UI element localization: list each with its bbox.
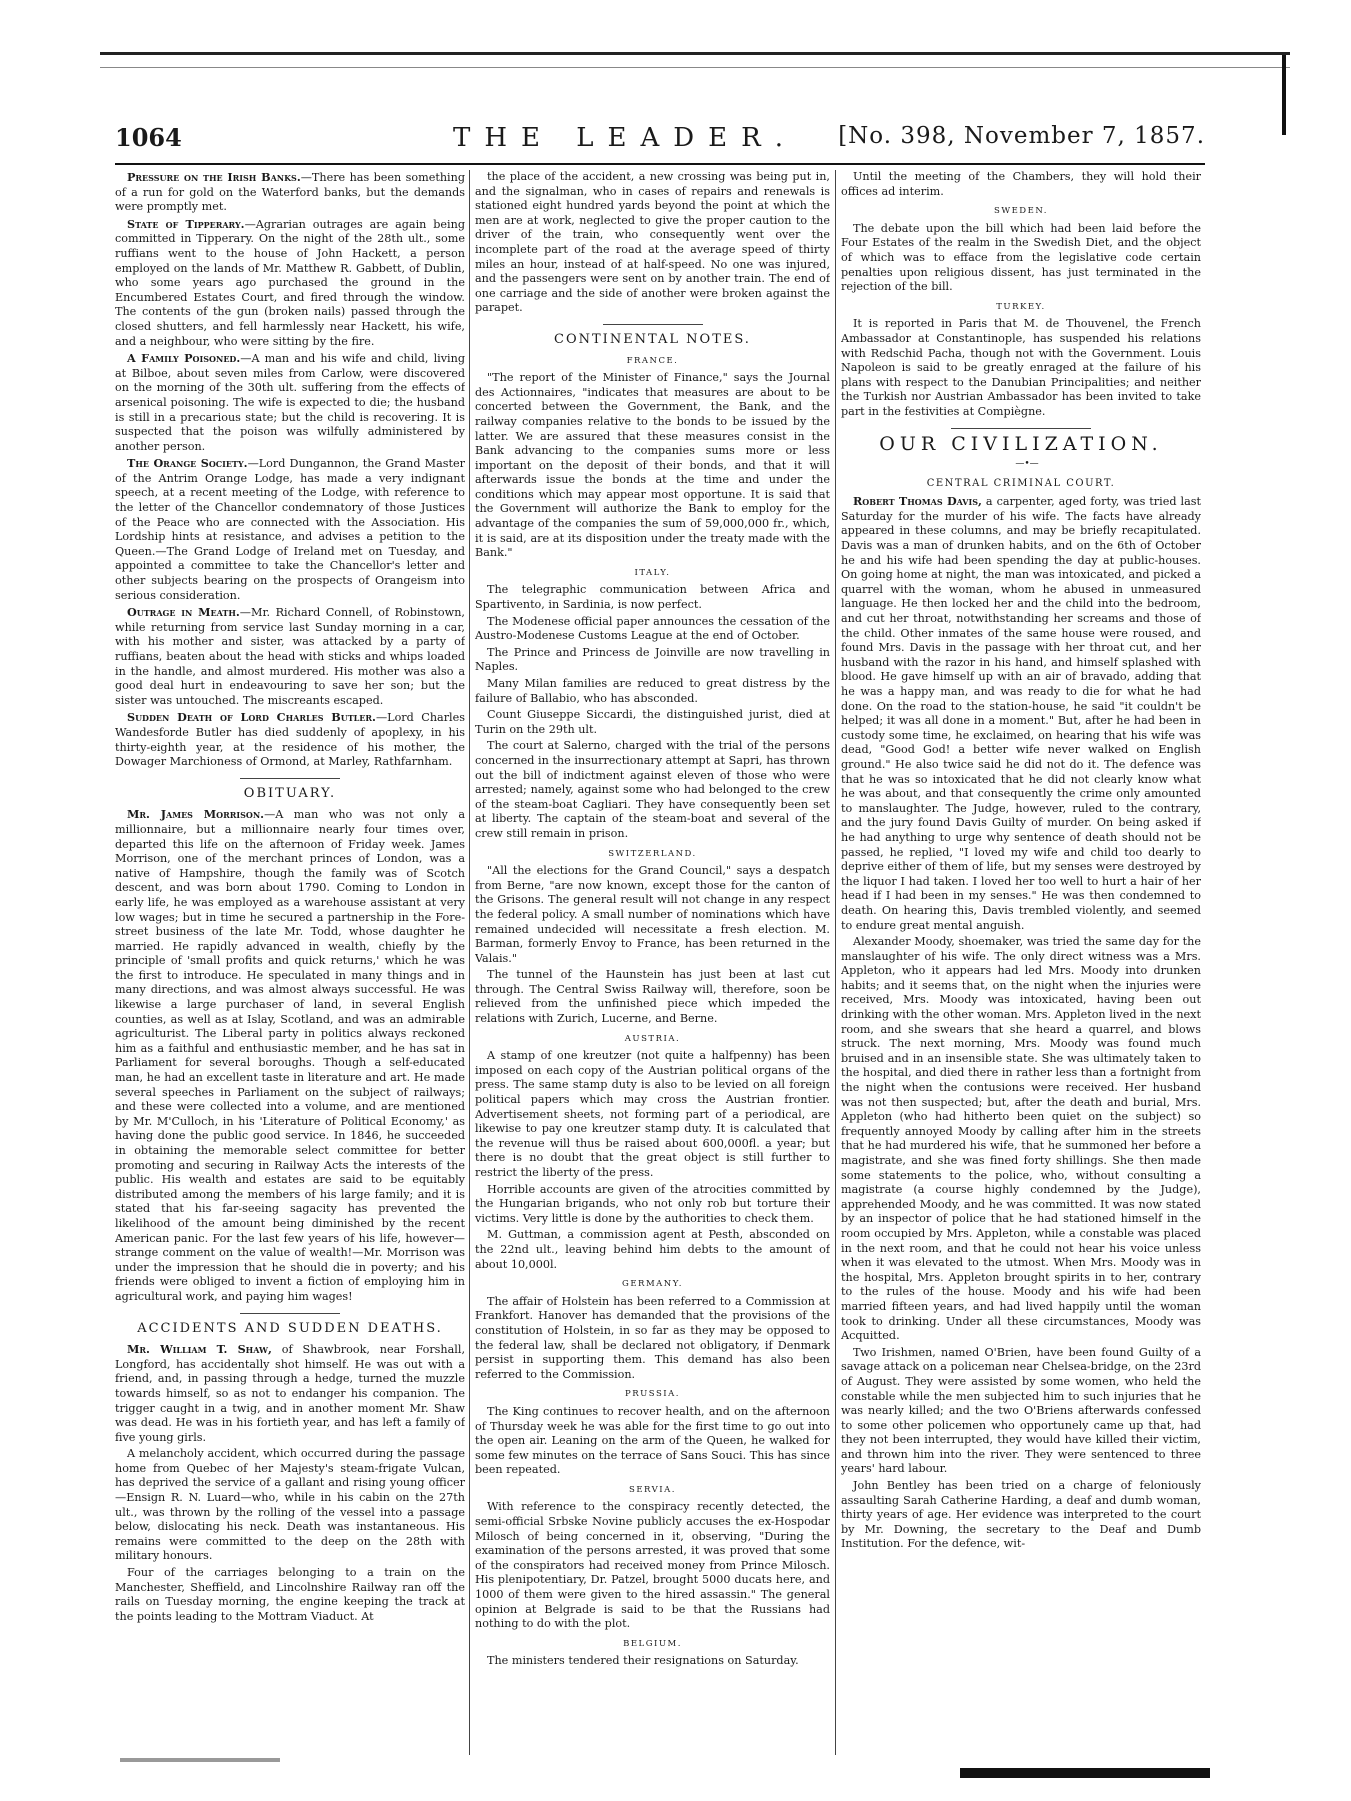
- article-paragraph: Two Irishmen, named O'Brien, have been found Guilty of a savage attack on a policeman near Chelsea-bridge, on the 23rd of August. They were assisted by some women, who held the constable while the men subjected him to such injuries that he was nearly killed; and the two O'Briens afterwards confessed to some other policemen who opportunely came up that, had they not been interrupted, they would have killed their victim, and thrown him into the river. They were sentenced to three years' hard labour.: [841, 1345, 1201, 1476]
- subheading-prussia: PRUSSIA.: [625, 1389, 680, 1400]
- article-paragraph: Mr. James Morrison.—A man who was not only a millionnaire, but a millionnaire nearly four times over, departed this life on the afternoon of Friday week. James Morrison, one of the merchant princes of London, was a native of Hampshire, though the family was of Scotch descent, and was born about 1790. Coming to London in early life, he was employed as a warehouse assistant at very low wages; but in time he secured a partnership in the Fore-street business of the late Mr. Todd, whose daughter he married. He rapidly advanced in wealth, chiefly by the principle of 'small profits and quick returns,' which he was the first to introduce. He speculated in many things and in many directions, and was almost always successful. He was likewise a large purchaser of land, in several English counties, as well as at Islay, Scotland, and was an admirable agriculturist. The Liberal party in politics always reckoned him as a faithful and enthusiastic member, and he has sat in Parliament for several boroughs. Though a self-educated man, he had an excellent taste in literature and art. He made several speeches in Parliament on the subject of railways; and these were collected into a volume, and are mentioned by Mr. M'Culloch, in his 'Literature of Political Economy,' as having done the public good service. In 1846, he succeeded in obtaining the memorable select committee for better promoting and securing in Railway Acts the interests of the public. His wealth and estates are said to be equitably distributed among the members of his large family; and it is stated that his far-seeing sagacity has prevented the likelihood of the amount being diminished by the recent American panic. For the last few years of his life, however—strange comment on the value of wealth!—Mr. Morrison was under the impression that he should die in poverty; and his friends were obliged to invent a fiction of employing him in agricultural work, and paying him wages!: [115, 807, 465, 1303]
- article-paragraph: A Family Poisoned.—A man and his wife and child, living at Bilboe, about seven miles from Carlow, were discovered on the morning of the 30th ult. suffering from the effects of arsenical poisoning. The wife is expected to die; the husband is still in a precarious state; but the child is recovering. It is suspected that the poison was wilfully administered by another person.: [115, 351, 465, 453]
- subheading-belgium: BELGIUM.: [623, 1638, 682, 1649]
- article-paragraph: The debate upon the bill which had been laid before the Four Estates of the realm in the Swedish Diet, and the object of which was to efface from the legislative code certain penalties upon religious dissent, has just terminated in the rejection of the bill.: [841, 221, 1201, 294]
- subheading-italy: ITALY.: [634, 567, 671, 578]
- article-paragraph: M. Guttman, a commission agent at Pesth, absconded on the 22nd ult., leaving behind him debts to the amount of about 10,000l.: [475, 1228, 830, 1271]
- section-rule: [603, 324, 703, 325]
- column-2: [475, 170, 830, 1760]
- article-paragraph: The Prince and Princess de Joinville are now travelling in Naples.: [475, 645, 830, 674]
- scan-bottom-mark: [960, 1768, 1210, 1778]
- article-paragraph: The affair of Holstein has been referred to a Commission at Frankfort. Hanover has demanded that the provisions of the constitution of Holstein, in so far as they may be opposed to the federal law, shall be declared not obligatory, if Denmark persist in supporting them. This demand has also been referred to the Commission.: [475, 1294, 830, 1381]
- article-paragraph: The Modenese official paper announces the cessation of the Austro-Modenese Customs League at the end of October.: [475, 614, 830, 643]
- section-rule: [240, 1313, 340, 1314]
- article-paragraph: The Orange Society.—Lord Dungannon, the Grand Master of the Antrim Orange Lodge, has made a very indignant speech, at a recent meeting of the Lodge, with reference to the letter of the Chancellor condemnatory of those Justices of the Peace who are connected with the Association. His Lordship hints at resistance, and advises a petition to the Queen.—The Grand Lodge of Ireland met on Tuesday, and appointed a committee to take the Chancellor's letter and other subjects bearing on the prospects of Orangeism into serious consideration.: [115, 456, 465, 602]
- article-paragraph: The court at Salerno, charged with the trial of the persons concerned in the insurrectionary attempt at Sapri, has thrown out the bill of indictment against eleven of those who were arrested; namely, against some who had belonged to the crew of the steam-boat Cagliari. They have consequently been set at liberty. The captain of the steam-boat and several of the crew still remain in prison.: [475, 739, 830, 840]
- ornament: —•—: [1015, 459, 1039, 470]
- article-paragraph: The tunnel of the Haunstein has just been at last cut through. The Central Swiss Railway will, therefore, soon be relieved from the unfinished piece which impeded the relations with Zurich, Lucerne, and Berne.: [475, 968, 830, 1026]
- column-divider: [469, 170, 470, 1755]
- article-paragraph: With reference to the conspiracy recently detected, the semi-official Srbske Novine publicly accuses the ex-Hospodar Milosch of being concerned in it, observing, "During the examination of the persons arrested, it was proved that some of the conspirators had received money from Prince Milosch. His plenipotentiary, Dr. Patzel, brought 5000 ducats here, and 1000 of them were given to the hired assassin." The general opinion at Belgrade is said to be that the Russians had nothing to do with the plot.: [475, 1500, 830, 1631]
- section-heading-continental: CONTINENTAL NOTES.: [554, 331, 751, 347]
- article-paragraph: Four of the carriages belonging to a train on the Manchester, Sheffield, and Lincolnshire Railway ran off the rails on Tuesday morning, the engine keeping the track at the points leading to the Mottram Viaduct. At: [115, 1566, 465, 1623]
- article-paragraph: Sudden Death of Lord Charles Butler.—Lord Charles Wandesforde Butler has died suddenly of apoplexy, in his thirty-eighth year, at the residence of his mother, the Dowager Marchioness of Ormond, at Marley, Rathfarnham.: [115, 710, 465, 769]
- page-header: [115, 123, 1205, 163]
- article-paragraph: Horrible accounts are given of the atrocities committed by the Hungarian brigands, who not only rob but torture their victims. Very little is done by the authorities to check them.: [475, 1182, 830, 1225]
- article-paragraph: The telegraphic communication between Africa and Spartivento, in Sardinia, is now perfect.: [475, 583, 830, 612]
- masthead-title: THE LEADER.: [453, 123, 797, 153]
- article-paragraph: Alexander Moody, shoemaker, was tried the same day for the manslaughter of his wife. The only direct witness was a Mrs. Appleton, who it appears had led Mrs. Moody into drunken habits; and it seems that, on the night when the injuries were received, Mrs. Moody was intoxicated, having been out drinking with the other woman. Mrs. Appleton lived in the next room, and she swears that she heard a quarrel, and blows struck. The next morning, Mrs. Moody was found much bruised and in an insensible state. She was ultimately taken to the hospital, and died there in rather less than a fortnight from the night when the contusions were received. Her husband was not then suspected; but, after the death and burial, Mrs. Appleton (who had hitherto been quiet on the subject) so frequently annoyed Moody by calling after him in the streets that he had murdered his wife, that he summoned her before a magistrate, and she was fined forty shillings. She then made some statements to the police, who, without consulting a magistrate (a course highly condemned by the Judge), apprehended Moody, and he was committed. It was now stated by an inspector of police that he had stationed himself in the room occupied by Mrs. Appleton, while a constable was placed in the next room, and that he could not hear his voice unless when it was elevated to the utmost. When Mrs. Moody was in the hospital, Mrs. Appleton brought spirits in to her, contrary to the rules of the house. Moody and his wife had been married fifteen years, and had lived happily until the woman took to drinking. Under all these circumstances, Moody was Acquitted.: [841, 935, 1201, 1343]
- scan-top-border: [100, 52, 1290, 68]
- column-divider: [835, 170, 836, 1755]
- subheading-germany: GERMANY.: [622, 1279, 683, 1290]
- article-paragraph: Pressure on the Irish Banks.—There has been something of a run for gold on the Waterford banks, but the demands were promptly met.: [115, 170, 465, 214]
- article-paragraph: Until the meeting of the Chambers, they will hold their offices ad interim.: [841, 170, 1201, 198]
- article-paragraph: It is reported in Paris that M. de Thouvenel, the French Ambassador at Constantinople, has suspended his relations with Redschid Pacha, though not with the Government. Louis Napoleon is said to be greatly enraged at the failure of his plans with respect to the Danubian Principalities; and neither the Turkish nor Austrian Ambassador has been invited to take part in the festivities at Compiègne.: [841, 317, 1201, 418]
- scan-artifact: [120, 1758, 280, 1762]
- article-paragraph: Count Giuseppe Siccardi, the distinguished jurist, died at Turin on the 29th ult.: [475, 708, 830, 736]
- article-paragraph: A melancholy accident, which occurred during the passage home from Quebec of her Majesty's steam-frigate Vulcan, has deprived the service of a gallant and rising young officer—Ensign R. N. Luard—who, while in his cabin on the 27th ult., was thrown by the rolling of the vessel into a passage below, dislocating his neck. Death was instantaneous. His remains were committed to the deep on the 28th with military honours.: [115, 1447, 465, 1563]
- header-rule: [115, 163, 1205, 165]
- article-paragraph: The King continues to recover health, and on the afternoon of Thursday week he was able for the first time to go out into the open air. Leaning on the arm of the Queen, he walked for some few minutes on the terrace of Sans Souci. This has since been repeated.: [475, 1404, 830, 1477]
- article-paragraph: Robert Thomas Davis, a carpenter, aged forty, was tried last Saturday for the murder of his wife. The facts have already appeared in these columns, and may be briefly recapitulated. Davis was a man of drunken habits, and on the 6th of October he and his wife had been spending the day at public-houses. On going home at night, the man was intoxicated, and picked a quarrel with the woman, whom he abused in unmeasured language. He then locked her and the child into the bedroom, and cut her throat, notwithstanding her screams and those of the child. Other inmates of the same house were roused, and found Mrs. Davis in the passage with her throat cut, and her husband with the razor in his hand, and himself splashed with blood. He gave himself up with an air of bravado, adding that he was a happy man, and was ready to die for what he had done. On the road to the station-house, he said "it couldn't be helped; it was all done in a moment." But, after he had been in custody some time, he exclaimed, on hearing that his wife was dead, "Good God! a better wife never walked on English ground." He also twice said he did not do it. The defence was that he was so intoxicated that he did not clearly know what he was about, and that consequently the crime only amounted to manslaughter. The Judge, however, ruled to the contrary, and the jury found Davis Guilty of murder. On being asked if he had anything to urge why sentence of death should not be passed, he replied, "I loved my wife and child too dearly to deprive either of them of life, but my senses were destroyed by the liquor I had taken. I loved her too well to hurt a hair of her head if I had been in my senses." He was then condemned to death. On hearing this, Davis trembled violently, and seemed to endure great mental anguish.: [841, 494, 1201, 932]
- subheading-sweden: SWEDEN.: [994, 206, 1048, 217]
- subheading-switzerland: SWITZERLAND.: [608, 848, 697, 859]
- article-paragraph: A stamp of one kreutzer (not quite a halfpenny) has been imposed on each copy of the Austrian political organs of the press. The same stamp duty is also to be levied on all foreign political papers which may cross the Austrian frontier. Advertisement sheets, not forming part of a periodical, are likewise to pay one kreutzer stamp duty. It is calculated that the revenue will thus be raised about 600,000fl. a year; but there is no doubt that the great object is still further to restrict the liberty of the press.: [475, 1049, 830, 1179]
- article-paragraph: Mr. William T. Shaw, of Shawbrook, near Forshall, Longford, has accidentally shot himself. He was out with a friend, and, in passing through a hedge, turned the muzzle towards himself, so as not to endanger his companion. The trigger caught in a twig, and in another moment Mr. Shaw was dead. He was in his fortieth year, and has left a family of five young girls.: [115, 1342, 465, 1444]
- subheading-servia: SERVIA.: [629, 1484, 676, 1495]
- article-paragraph: "The report of the Minister of Finance," says the Journal des Actionnaires, "indicates that measures are about to be concerted between the Government, the Bank, and the railway companies relative to the bonds to be issued by the latter. We are assured that these measures consist in the Bank advancing to the companies sums more or less important on the deposit of their bonds, and that it will afterwards issue the bonds at the time and under the conditions which may appear most opportune. It is said that the Government will authorize the Bank to employ for the advantage of the companies the sum of 59,000,000 fr., which, it is said, are at its disposition under the treaty made with the Bank.": [475, 371, 830, 560]
- column-1: [115, 170, 465, 1760]
- section-rule: [951, 428, 1091, 429]
- article-paragraph: Many Milan families are reduced to great distress by the failure of Ballabio, who has absconded.: [475, 677, 830, 705]
- article-paragraph: "All the elections for the Grand Council," says a despatch from Berne, "are now known, except those for the canton of the Grisons. The general result will not change in any respect the federal policy. A small number of nominations which have remained undecided will necessitate a fresh election. M. Barman, formerly Envoy to France, has been returned in the Valais.": [475, 864, 830, 965]
- section-rule: [240, 778, 340, 779]
- subheading-court: CENTRAL CRIMINAL COURT.: [926, 477, 1116, 489]
- subheading-turkey: TURKEY.: [996, 301, 1046, 312]
- article-paragraph: The ministers tendered their resignations on Saturday.: [487, 1654, 799, 1668]
- subheading-austria: AUSTRIA.: [624, 1033, 681, 1044]
- section-heading-obituary: OBITUARY.: [243, 785, 337, 801]
- page-number: 1064: [115, 123, 182, 152]
- article-paragraph: Outrage in Meath.—Mr. Richard Connell, of Robinstown, while returning from service last Sunday morning in a car, with his mother and sister, was attacked by a party of ruffians, beaten about the head with sticks and whips loaded in the handle, and almost murdered. His mother was also a good deal hurt in endeavouring to save her son; but the sister was untouched. The miscreants escaped.: [115, 605, 465, 707]
- column-3: [841, 170, 1201, 1760]
- article-paragraph: State of Tipperary.—Agrarian outrages are again being committed in Tipperary. On the night of the 28th ult., some ruffians went to the house of John Hackett, a person employed on the lands of Mr. Matthew R. Gabbett, of Dublin, who some years ago purchased the ground in the Encumbered Estates Court, and fired through the window. The contents of the gun (broken nails) passed through the closed shutters, and fell harmlessly near Hackett, his wife, and a neighbour, who were sitting by the fire.: [115, 216, 465, 348]
- section-heading-accidents: ACCIDENTS AND SUDDEN DEATHS.: [137, 1320, 443, 1336]
- issue-line: [No. 398, November 7, 1857.: [838, 123, 1205, 149]
- subheading-france: FRANCE.: [626, 355, 679, 366]
- section-heading-civilization: OUR CIVILIZATION.: [879, 432, 1163, 455]
- article-paragraph: John Bentley has been tried on a charge of feloniously assaulting Sarah Catherine Harding, a deaf and dumb woman, thirty years of age. Her evidence was interpreted to the court by Mr. Downing, the secretary to the Deaf and Dumb Institution. For the defence, wit-: [841, 1479, 1201, 1551]
- article-paragraph: the place of the accident, a new crossing was being put in, and the signalman, who in cases of repairs and renewals is stationed eight hundred yards beyond the point at which the men are at work, neglected to give the proper caution to the driver of the train, who consequently went over the incomplete part of the road at the average speed of thirty miles an hour, instead of at half-speed. No one was injured, and the passengers were sent on by another train. The end of one carriage and the side of another were broken against the parapet.: [475, 170, 830, 315]
- scan-edge-mark: [1282, 55, 1286, 135]
